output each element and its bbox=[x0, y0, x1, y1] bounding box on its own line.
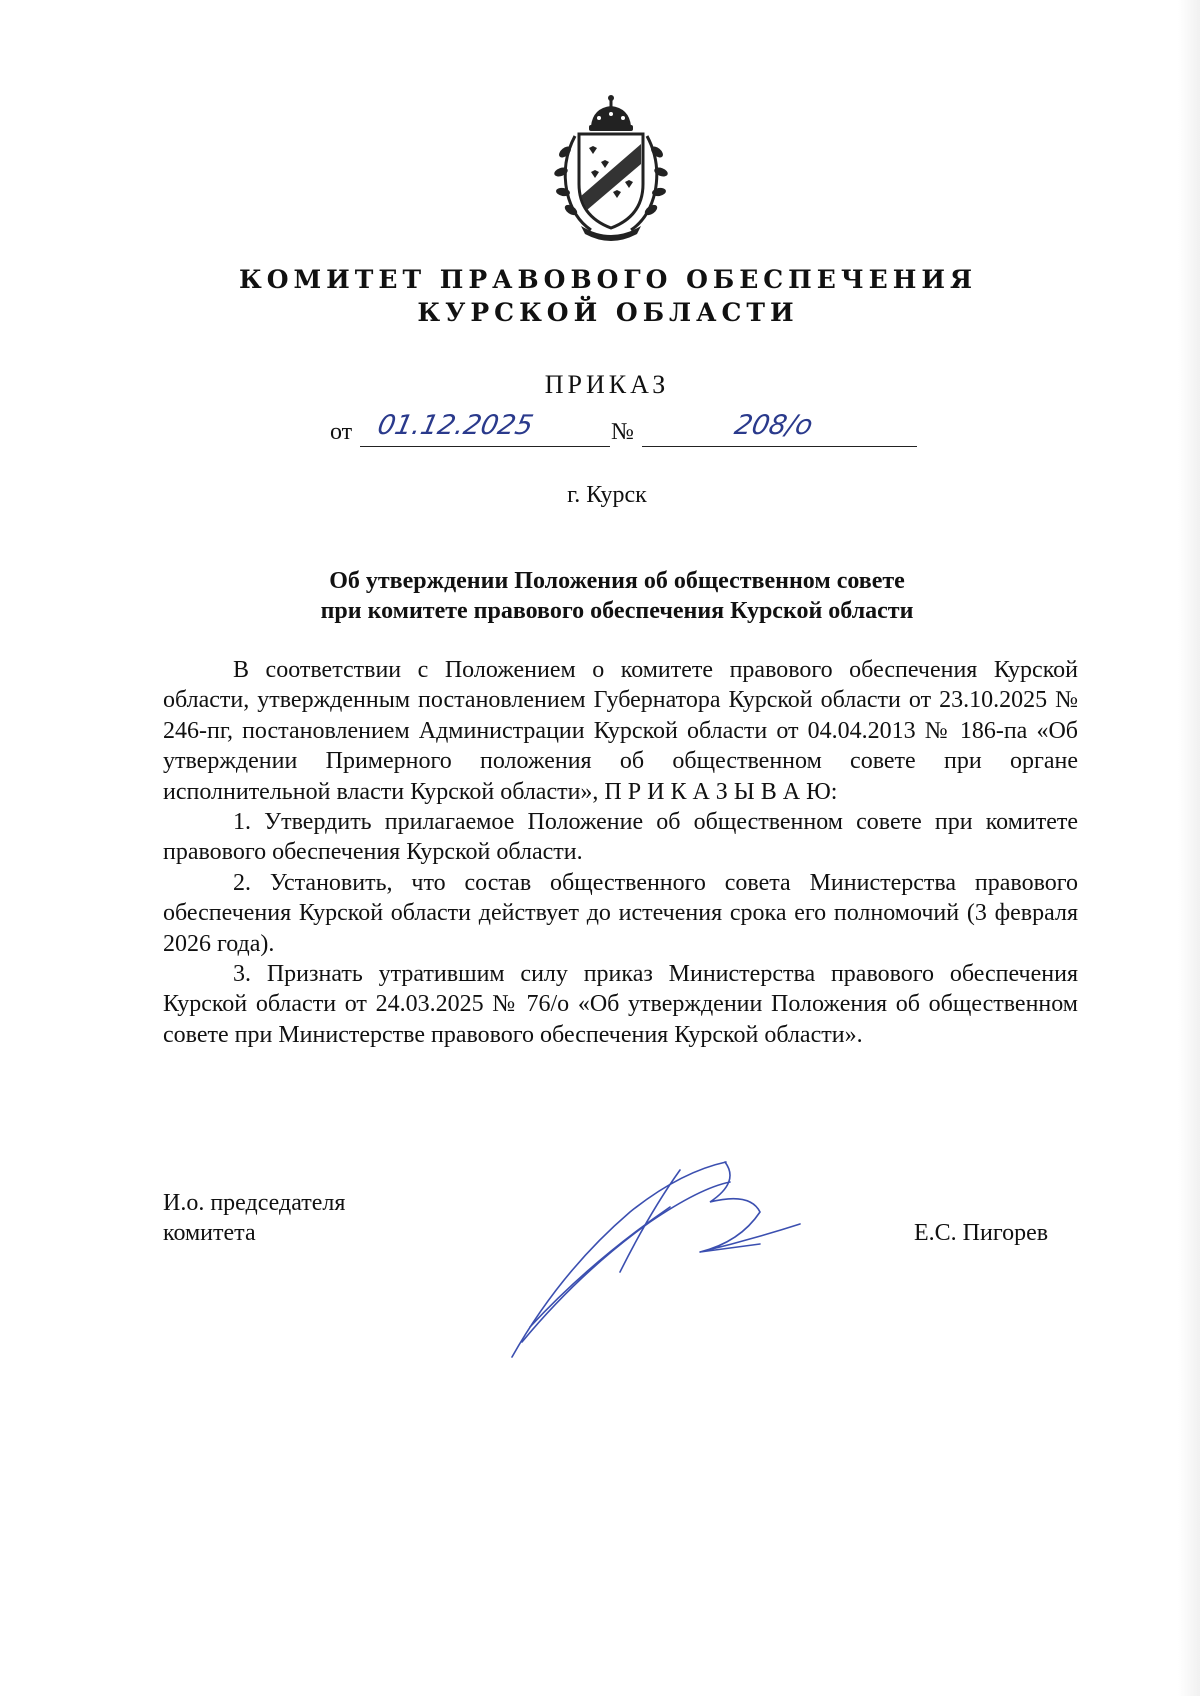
city: г. Курск bbox=[567, 482, 647, 508]
position-line-2: комитета bbox=[163, 1220, 256, 1246]
order-item-1: 1. Утвердить прилагаемое Положение об общественном совете при комитете правового обеспечения Курской области. bbox=[163, 809, 1078, 866]
document-title bbox=[0, 566, 1200, 626]
organization-line-1: КОМИТЕТ ПРАВОВОГО ОБЕСПЕЧЕНИЯ bbox=[238, 265, 978, 294]
date-underline bbox=[360, 446, 610, 447]
scan-edge-shadow bbox=[1178, 0, 1200, 1696]
order-item-3: 3. Признать утратившим силу приказ Министерства правового обеспечения Курской области от 24.03.2025 № 76/о «Об утверждении Положения об общественном совете при Министерстве правового обеспечения Курской области». bbox=[163, 961, 1078, 1048]
number-underline bbox=[642, 446, 917, 447]
number-handwritten: 208/о bbox=[731, 410, 816, 441]
signatory-name: Е.С. Пигорев bbox=[914, 1220, 1049, 1246]
preamble-paragraph: В соответствии с Положением о комитете правового обеспечения Курской области, утвержденным постановлением Губернатора Курской области от 23.10.2025 № 246-пг, постановлением Администрации Курской области от 04.04.2013 № 186-па «Об утверждении Примерного положения об общественном совете при органе исполнительной власти Курской области», П Р И К А З Ы В А Ю: bbox=[163, 657, 1078, 805]
number-label: № bbox=[611, 419, 634, 445]
signatory-position bbox=[163, 1188, 345, 1248]
position-line-1: И.о. председателя bbox=[163, 1190, 346, 1216]
date-number-row bbox=[0, 410, 1200, 450]
title-line-1: Об утверждении Положения об общественном совете bbox=[329, 568, 905, 594]
document-body bbox=[163, 655, 1078, 1050]
organization-line-2: КУРСКОЙ ОБЛАСТИ bbox=[417, 298, 799, 327]
date-label: от bbox=[330, 419, 353, 445]
title-line-2: при комитете правового обеспечения Курской области bbox=[320, 598, 914, 624]
coat-of-arms-emblem bbox=[541, 92, 681, 244]
document-type: ПРИКАЗ bbox=[544, 370, 670, 399]
handwritten-signature bbox=[500, 1152, 840, 1362]
order-item-2: 2. Установить, что состав общественного совета Министерства правового обеспечения Курской области действует до истечения срока его полномочий (3 февраля 2026 года). bbox=[163, 869, 1078, 957]
date-handwritten: 01.12.2025 bbox=[374, 410, 536, 441]
organization-name bbox=[0, 263, 1200, 329]
